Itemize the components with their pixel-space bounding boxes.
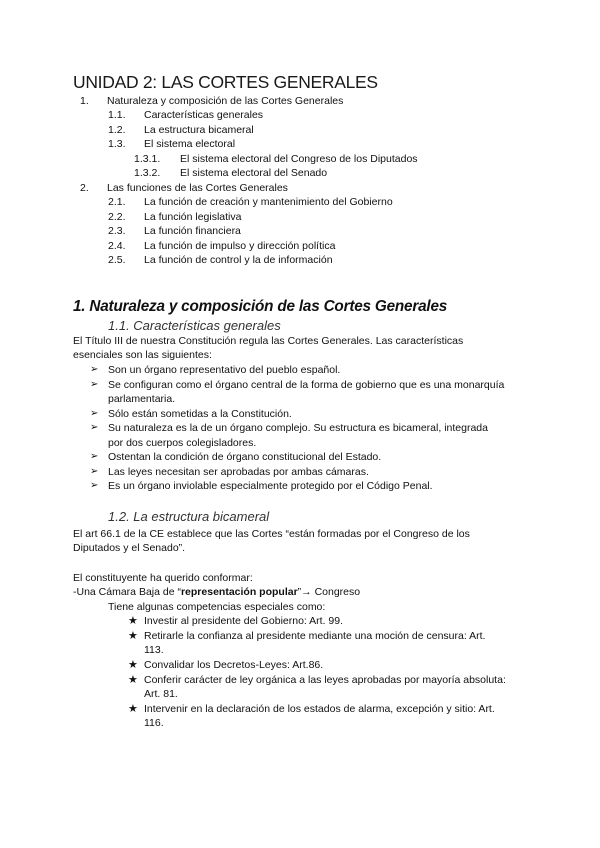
list-item: Investir al presidente del Gobierno: Art. 99. (144, 615, 344, 627)
toc-num: 2.2. (108, 211, 126, 223)
toc-num: 1.1. (108, 109, 126, 121)
arrow-bullet-icon: ➢ (90, 466, 99, 477)
toc-num: 2.3. (108, 225, 126, 237)
list-item: Intervenir en la declaración de los estados de alarma, excepción y sitio: Art. (144, 703, 495, 715)
toc-link-1[interactable]: Naturaleza y composición de las Cortes Generales (107, 95, 344, 107)
arrow-bullet-icon: ➢ (90, 408, 99, 419)
list-item: Conferir carácter de ley orgánica a las leyes aprobadas por mayoría absoluta: (144, 674, 506, 686)
star-bullet-icon: ★ (128, 659, 138, 671)
list-item: Retirarle la confianza al presidente mediante una moción de censura: Art. (144, 630, 486, 642)
toc-num: 1. (80, 95, 89, 107)
toc-link-1-3-1[interactable]: El sistema electoral del Congreso de los Diputados (180, 153, 418, 165)
list-item-continuation: Art. 81. (144, 688, 178, 700)
star-bullet-icon: ★ (128, 703, 138, 715)
star-bullet-icon: ★ (128, 630, 138, 642)
list-item: Son un órgano representativo del pueblo español. (108, 364, 341, 376)
toc-link-2-3[interactable]: La función financiera (144, 225, 241, 237)
toc-num: 1.3.1. (134, 153, 161, 165)
arrow-bullet-icon: ➢ (90, 379, 99, 390)
star-bullet-icon: ★ (128, 615, 138, 627)
paragraph-line: El art 66.1 de la CE establece que las Cortes “están formadas por el Congreso de los (73, 528, 470, 540)
list-item: Es un órgano inviolable especialmente protegido por el Código Penal. (108, 480, 433, 492)
toc-link-1-1[interactable]: Características generales (144, 109, 264, 121)
list-item: Se configuran como el órgano central de la forma de gobierno que es una monarquía (108, 379, 505, 391)
toc-link-1-3-2[interactable]: El sistema electoral del Senado (180, 167, 328, 179)
paragraph-line: esenciales son las siguientes: (73, 349, 212, 361)
toc-link-1-2[interactable]: La estructura bicameral (144, 124, 254, 136)
list-item: Su naturaleza es la de un órgano complejo. Su estructura es bicameral, integrada (108, 422, 488, 434)
list-item-continuation: 113. (144, 644, 164, 656)
toc-num: 2.4. (108, 240, 126, 252)
list-item: Ostentan la condición de órgano constitucional del Estado. (108, 451, 382, 463)
toc-link-1-3[interactable]: El sistema electoral (144, 138, 236, 150)
star-bullet-icon: ★ (128, 674, 138, 686)
arrow-bullet-icon: ➢ (90, 422, 99, 433)
arrow-bullet-icon: ➢ (90, 364, 99, 375)
paragraph-line: Tiene algunas competencias especiales como: (108, 601, 326, 613)
camara-suffix: ”→ Congreso (297, 586, 361, 598)
camara-bold-term: representación popular (180, 586, 298, 598)
list-item-continuation: parlamentaria. (108, 393, 176, 405)
camara-baja-line (73, 585, 360, 600)
toc-link-2-5[interactable]: La función de control y la de información (144, 254, 333, 266)
toc-num: 2.5. (108, 254, 126, 266)
arrow-bullet-icon: ➢ (90, 480, 99, 491)
toc-num: 2. (80, 182, 89, 194)
camara-prefix: -Una Cámara Baja de “ (73, 586, 181, 598)
paragraph-line: El Título III de nuestra Constitución regula las Cortes Generales. Las características (73, 335, 464, 347)
toc-num: 1.2. (108, 124, 126, 136)
list-item: Sólo están sometidas a la Constitución. (108, 408, 292, 420)
list-item-continuation: 116. (144, 717, 164, 729)
arrow-bullet-icon: ➢ (90, 451, 99, 462)
subsection-heading: 1.2. La estructura bicameral (108, 509, 270, 524)
list-item: Las leyes necesitan ser aprobadas por ambas cámaras. (108, 466, 369, 478)
section-heading: 1. Naturaleza y composición de las Cortes Generales (73, 298, 448, 315)
toc-num: 2.1. (108, 196, 126, 208)
list-item: Convalidar los Decretos-Leyes: Art.86. (144, 659, 324, 671)
list-item-continuation: por dos cuerpos colegisladores. (108, 437, 257, 449)
paragraph-line: El constituyente ha querido conformar: (73, 572, 253, 584)
paragraph-line: Diputados y el Senado”. (73, 542, 186, 554)
subsection-heading: 1.1. Características generales (108, 318, 281, 333)
toc-num: 1.3.2. (134, 167, 161, 179)
toc-link-2-1[interactable]: La función de creación y mantenimiento del Gobierno (144, 196, 393, 208)
toc-link-2-4[interactable]: La función de impulso y dirección política (144, 240, 336, 252)
toc-link-2[interactable]: Las funciones de las Cortes Generales (107, 182, 288, 194)
toc-num: 1.3. (108, 138, 126, 150)
document-title: UNIDAD 2: LAS CORTES GENERALES (73, 72, 378, 92)
toc-link-2-2[interactable]: La función legislativa (144, 211, 242, 223)
